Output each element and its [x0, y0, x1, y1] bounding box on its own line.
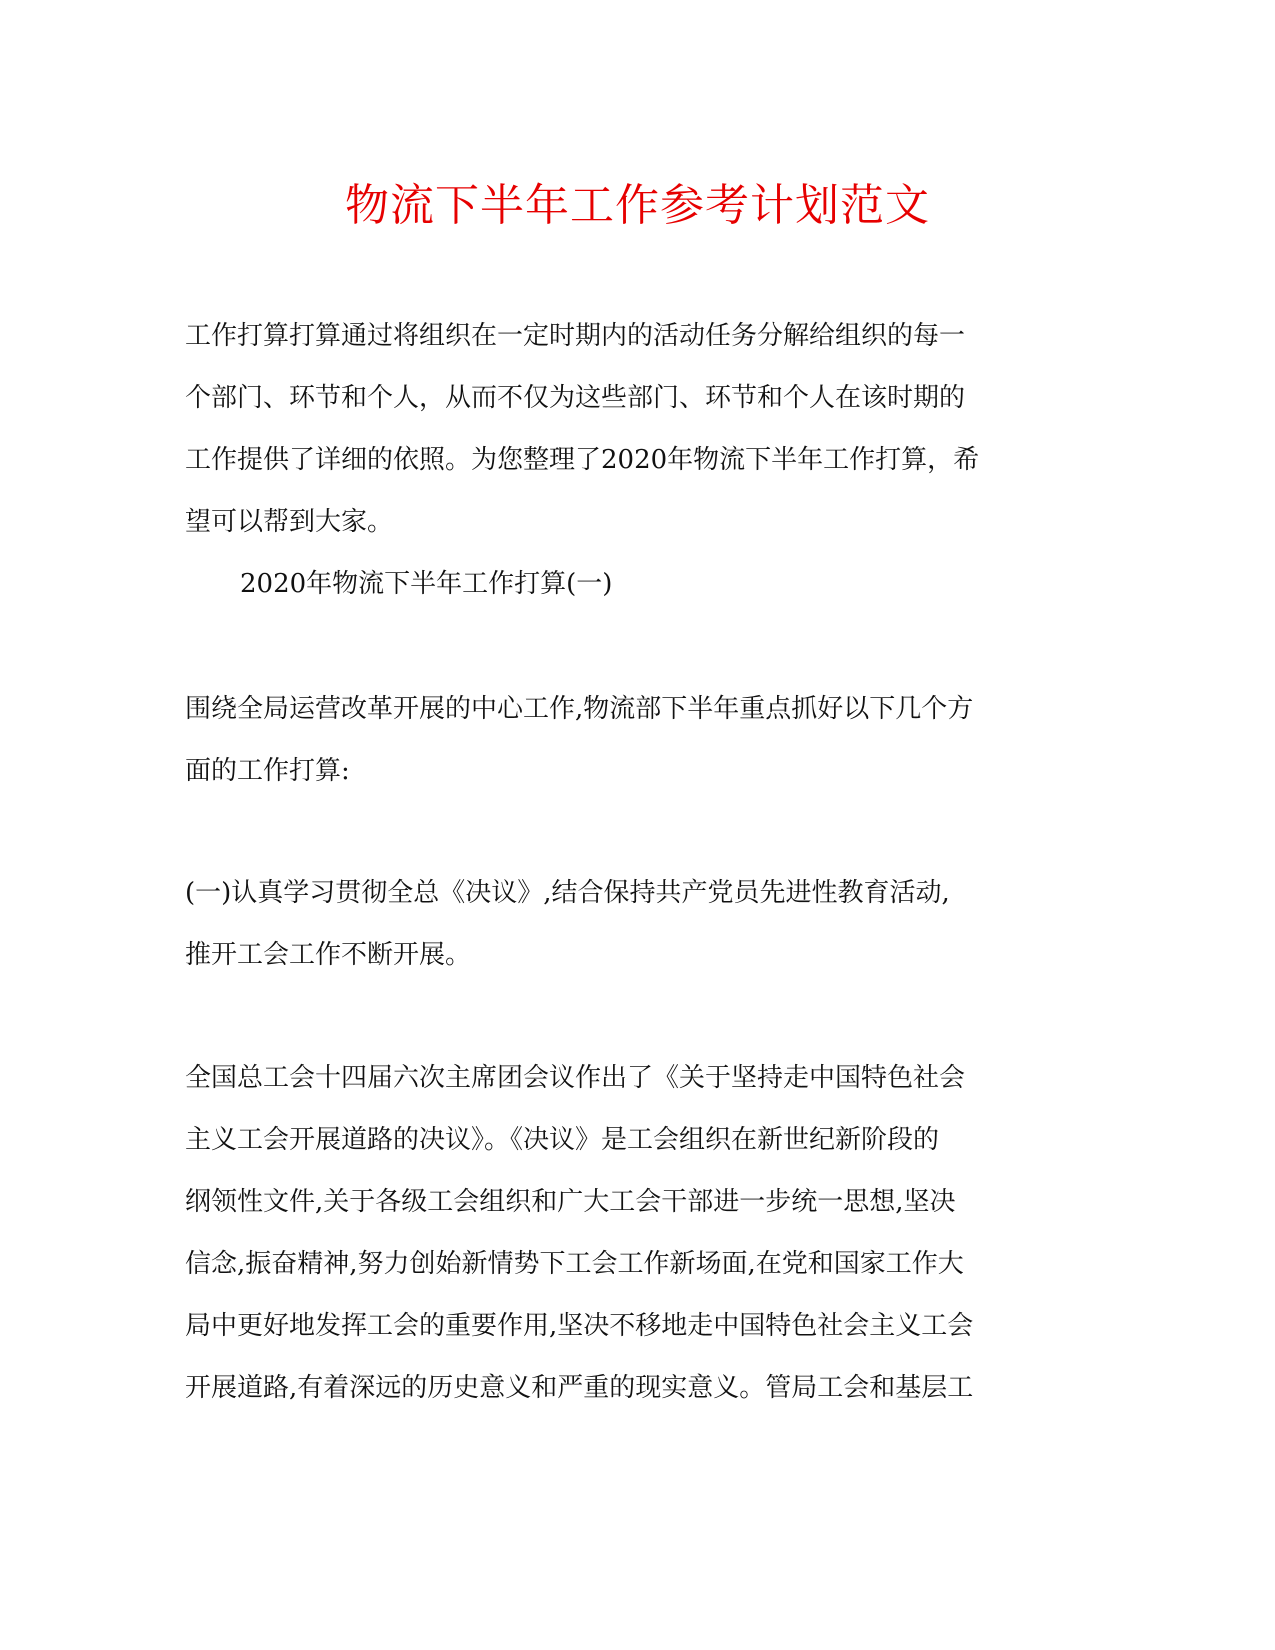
paragraph1-line-2: 面的工作打算: [185, 756, 350, 786]
paragraph2-line-2: 主义工会开展道路的决议》。《决议》是工会组织在新世纪新阶段的 [185, 1125, 940, 1155]
paragraph2-line-1: 全国总工会十四届六次主席团会议作出了《关于坚持走中国特色社会 [185, 1063, 966, 1093]
paragraph2-line-4: 信念,振奋精神,努力创始新情势下工会工作新场面,在党和国家工作大 [185, 1249, 964, 1279]
intro-line-3: 工作提供了详细的依照。为您整理了2020年物流下半年工作打算，希 [185, 445, 980, 475]
paragraph1-line-1: 围绕全局运营改革开展的中心工作,物流部下半年重点抓好以下几个方 [185, 694, 974, 724]
intro-line-1: 工作打算打算通过将组织在一定时期内的活动任务分解给组织的每一 [185, 321, 966, 351]
section-subheading: 2020年物流下半年工作打算(一) [240, 569, 613, 599]
section1-heading-line-2: 推开工会工作不断开展。 [185, 940, 472, 970]
intro-line-2: 个部门、环节和个人，从而不仅为这些部门、环节和个人在该时期的 [185, 383, 966, 413]
paragraph2-line-6: 开展道路,有着深远的历史意义和严重的现实意义。管局工会和基层工 [185, 1373, 974, 1403]
paragraph2-line-3: 纲领性文件,关于各级工会组织和广大工会干部进一步统一思想,坚决 [185, 1187, 956, 1217]
intro-line-4: 望可以帮到大家。 [185, 507, 394, 537]
section1-heading-line-1: (一)认真学习贯彻全总《决议》,结合保持共产党员先进性教育活动, [185, 878, 950, 908]
paragraph2-line-5: 局中更好地发挥工会的重要作用,坚决不移地走中国特色社会主义工会 [185, 1311, 974, 1341]
document-title: 物流下半年工作参考计划范文 [345, 180, 930, 231]
